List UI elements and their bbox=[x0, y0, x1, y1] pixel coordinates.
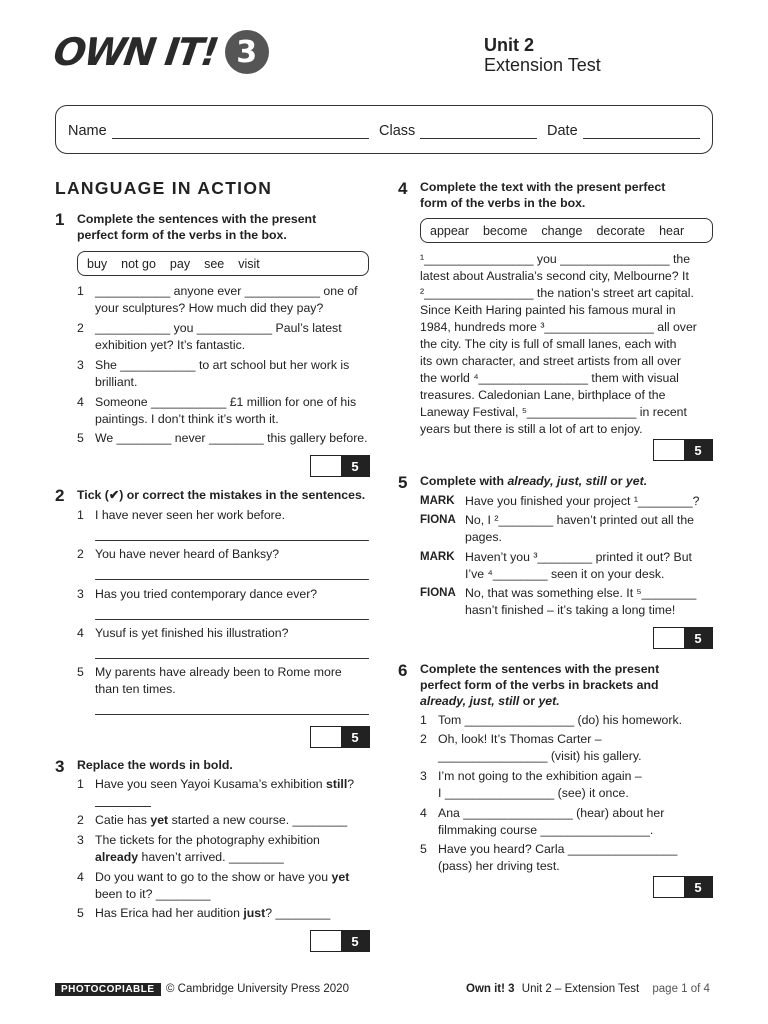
speech-text: Have you finished your project ¹________? bbox=[465, 494, 700, 508]
text-line: years but there is still a lot of art to enjoy. bbox=[420, 422, 643, 436]
item-text-part: Has Erica had her audition bbox=[95, 906, 244, 920]
text-line: ¹________________ you ________________ the bbox=[420, 252, 691, 266]
score-input[interactable] bbox=[311, 456, 341, 476]
item-text-part: Have you seen Yayoi Kusama’s exhibition bbox=[95, 777, 327, 791]
item-text bbox=[95, 394, 356, 428]
item-text-part: started a new course. ________ bbox=[168, 813, 348, 827]
q5-instruction bbox=[420, 473, 647, 489]
q4-text[interactable] bbox=[420, 251, 715, 438]
instruction-part: or bbox=[606, 474, 626, 488]
speaker-name: FIONA bbox=[420, 514, 456, 526]
q5-score-box[interactable] bbox=[653, 627, 713, 649]
item-text-part: ? ________ bbox=[265, 906, 331, 920]
speaker-name: MARK bbox=[420, 495, 455, 507]
q1-number: 1 bbox=[55, 210, 65, 229]
score-input[interactable] bbox=[654, 628, 684, 648]
q4-word-box bbox=[420, 218, 713, 243]
speaker-name: FIONA bbox=[420, 587, 456, 599]
date-line[interactable] bbox=[583, 125, 700, 139]
speech-text bbox=[465, 512, 694, 546]
item-text bbox=[95, 664, 342, 698]
q4-instruction-line: Complete the text with the present perfect bbox=[420, 180, 666, 194]
copyright: © Cambridge University Press 2020 bbox=[166, 983, 349, 995]
unit-title: Unit 2 bbox=[484, 35, 535, 55]
item-line: paintings. I don’t think it’s worth it. bbox=[95, 412, 279, 426]
name-label: Name bbox=[68, 123, 107, 139]
item-text-part: been to it? ________ bbox=[95, 887, 211, 901]
item-text-part: Catie has bbox=[95, 813, 151, 827]
q6-instruction-line bbox=[420, 693, 659, 709]
dialogue-line[interactable] bbox=[420, 549, 715, 583]
q3-number: 3 bbox=[55, 757, 65, 776]
speech-line: Haven’t you ³________ printed it out? But bbox=[465, 550, 692, 564]
item-text: Tom ________________ (do) his homework. bbox=[438, 713, 683, 727]
item-line: Ana ________________ (hear) about her bbox=[438, 806, 665, 820]
text-line: Laneway Festival, ⁵________________ in recent bbox=[420, 405, 687, 419]
q6-item[interactable] bbox=[420, 731, 715, 765]
item-text-part: ? bbox=[347, 777, 355, 791]
q1-item[interactable] bbox=[77, 320, 377, 354]
item-number: 4 bbox=[77, 870, 84, 884]
name-line[interactable] bbox=[112, 125, 369, 139]
q2-number: 2 bbox=[55, 486, 65, 505]
item-line: She ___________ to art school but her work is bbox=[95, 358, 350, 372]
q1-item[interactable] bbox=[77, 394, 377, 428]
text-line: the city. The city is full of small lanes, each with bbox=[420, 337, 677, 351]
item-number: 5 bbox=[420, 842, 427, 856]
item-line: (pass) her driving test. bbox=[438, 859, 560, 873]
q2-item bbox=[77, 507, 377, 524]
word-box-item: visit bbox=[238, 256, 260, 271]
item-number: 4 bbox=[420, 806, 427, 820]
item-text bbox=[95, 283, 358, 317]
bold-word: still bbox=[326, 777, 348, 791]
answer-line[interactable] bbox=[95, 714, 369, 715]
q2-score-box[interactable] bbox=[310, 726, 370, 748]
answer-line[interactable] bbox=[95, 806, 151, 807]
q2-item bbox=[77, 625, 377, 642]
q1-item[interactable] bbox=[77, 283, 377, 317]
item-line: Have you heard? Carla ________________ bbox=[438, 842, 678, 856]
q2-instruction: Tick (✔) or correct the mistakes in the sentences. bbox=[77, 488, 366, 502]
word-box-item: not go bbox=[121, 256, 156, 271]
q6-score-box[interactable] bbox=[653, 876, 713, 898]
item-text bbox=[438, 768, 642, 802]
q1-instruction bbox=[77, 211, 316, 243]
bold-word: just bbox=[243, 906, 266, 920]
word-box-item: hear bbox=[659, 223, 685, 238]
item-number: 3 bbox=[77, 358, 84, 372]
item-text: You have never heard of Banksy? bbox=[95, 547, 280, 561]
instruction-italic: yet. bbox=[538, 694, 560, 708]
answer-line[interactable] bbox=[95, 658, 369, 659]
q4-score-box[interactable] bbox=[653, 439, 713, 461]
item-text: We ________ never ________ this gallery before. bbox=[95, 431, 368, 445]
answer-line[interactable] bbox=[95, 619, 369, 620]
instruction-italic: already, just, still bbox=[507, 474, 607, 488]
book-title: Own it! 3 bbox=[466, 983, 515, 995]
item-line: your sculptures? How much did they pay? bbox=[95, 301, 324, 315]
text-line: treasures. Caledonian Lane, birthplace of the bbox=[420, 388, 666, 402]
speech-line: No, I ²________ haven’t printed out all the bbox=[465, 513, 695, 527]
text-line: latest about Australia’s second city, Melbourne? It bbox=[420, 269, 689, 283]
q6-instruction bbox=[420, 661, 659, 709]
q3-item[interactable] bbox=[77, 776, 377, 810]
q1-item[interactable] bbox=[77, 357, 377, 391]
item-text bbox=[95, 320, 342, 354]
item-text-part: haven’t arrived. ________ bbox=[138, 850, 284, 864]
instruction-italic: yet. bbox=[625, 474, 648, 488]
word-box-item: change bbox=[541, 223, 583, 238]
speech-text bbox=[465, 549, 692, 583]
item-number: 3 bbox=[420, 769, 427, 783]
item-number: 2 bbox=[77, 321, 84, 335]
item-text-part: Do you want to go to the show or have you bbox=[95, 870, 332, 884]
score-total: 5 bbox=[684, 628, 712, 648]
q2-item bbox=[77, 664, 377, 698]
speech-text bbox=[465, 585, 696, 619]
text-line: its own character, and street artists from all over bbox=[420, 354, 682, 368]
logo-level-badge: 3 bbox=[225, 30, 269, 74]
item-number: 4 bbox=[77, 626, 84, 640]
q6-instruction-line: perfect form of the verbs in brackets and bbox=[420, 678, 659, 692]
q4-instruction-line: form of the verbs in the box. bbox=[420, 196, 586, 210]
class-line[interactable] bbox=[420, 125, 537, 139]
item-line: ___________ anyone ever ___________ one of bbox=[95, 284, 358, 298]
item-line: ________________ (visit) his gallery. bbox=[438, 749, 642, 763]
name-field[interactable] bbox=[68, 123, 369, 139]
item-line: exhibition yet? It’s fantastic. bbox=[95, 338, 246, 352]
score-input[interactable] bbox=[654, 440, 684, 460]
date-label: Date bbox=[547, 123, 578, 139]
item-text bbox=[95, 812, 347, 829]
item-number: 5 bbox=[77, 665, 84, 679]
q1-instruction-line: Complete the sentences with the present bbox=[77, 212, 317, 226]
item-text bbox=[438, 841, 677, 875]
item-text bbox=[438, 805, 664, 839]
bold-word: yet bbox=[331, 870, 350, 884]
q3-item[interactable] bbox=[77, 869, 377, 903]
text-line: Since Keith Haring painted his famous mural in bbox=[420, 303, 676, 317]
score-total: 5 bbox=[684, 440, 712, 460]
q1-score-box[interactable] bbox=[310, 455, 370, 477]
q3-item[interactable] bbox=[77, 832, 377, 866]
score-total: 5 bbox=[341, 727, 369, 747]
word-box-item: see bbox=[204, 256, 225, 271]
speech-line: I’ve ⁴________ seen it on your desk. bbox=[465, 567, 665, 581]
q6-item[interactable] bbox=[420, 841, 715, 875]
footer-book-info bbox=[466, 983, 710, 995]
student-info-bar bbox=[55, 105, 713, 154]
item-number: 5 bbox=[77, 906, 84, 920]
q1-instruction-line: perfect form of the verbs in the box. bbox=[77, 228, 287, 242]
text-line: 1984, hundreds more ³________________ all over bbox=[420, 320, 697, 334]
instruction-italic: already, just, still bbox=[420, 694, 520, 708]
q1-word-box bbox=[77, 251, 369, 276]
item-number: 3 bbox=[77, 587, 84, 601]
answer-line[interactable] bbox=[95, 579, 369, 580]
text-line: the world ⁴________________ them with visual bbox=[420, 371, 679, 385]
item-text bbox=[95, 905, 330, 922]
q2-item bbox=[77, 586, 377, 603]
item-line: Someone ___________ £1 million for one of his bbox=[95, 395, 357, 409]
item-line: I’m not going to the exhibition again – bbox=[438, 769, 642, 783]
word-box-item: decorate bbox=[596, 223, 646, 238]
word-box-item: pay bbox=[169, 256, 191, 271]
q4-number: 4 bbox=[398, 179, 408, 198]
item-text bbox=[438, 731, 642, 765]
speaker-name: MARK bbox=[420, 551, 455, 563]
item-number: 2 bbox=[77, 547, 84, 561]
unit-heading bbox=[484, 36, 601, 76]
item-line: filmmaking course ________________. bbox=[438, 823, 654, 837]
score-total: 5 bbox=[341, 931, 369, 951]
item-text-part: The tickets for the photography exhibition bbox=[95, 833, 320, 847]
item-number: 1 bbox=[77, 508, 84, 522]
q3-score-box[interactable] bbox=[310, 930, 370, 952]
q6-item[interactable] bbox=[420, 768, 715, 802]
dialogue-line[interactable] bbox=[420, 493, 715, 510]
item-number: 2 bbox=[420, 732, 427, 746]
q2-item bbox=[77, 546, 377, 563]
dialogue-line[interactable] bbox=[420, 512, 715, 546]
q6-number: 6 bbox=[398, 661, 408, 680]
item-text bbox=[95, 832, 320, 866]
text-line: ²________________ the nation’s street art capital. bbox=[420, 286, 694, 300]
q3-item[interactable] bbox=[77, 812, 377, 829]
item-number: 5 bbox=[77, 431, 84, 445]
bold-word: already bbox=[95, 850, 139, 864]
page-number: page 1 of 4 bbox=[652, 983, 710, 995]
speech-line: hasn’t finished – it’s taking a long time! bbox=[465, 603, 676, 617]
item-line: My parents have already been to Rome more bbox=[95, 665, 342, 679]
answer-line[interactable] bbox=[95, 540, 369, 541]
photocopiable-badge: PHOTOCOPIABLE bbox=[55, 983, 161, 996]
score-input[interactable] bbox=[311, 931, 341, 951]
item-number: 1 bbox=[77, 284, 84, 298]
score-input[interactable] bbox=[654, 877, 684, 897]
score-total: 5 bbox=[341, 456, 369, 476]
q3-instruction: Replace the words in bold. bbox=[77, 758, 233, 772]
score-total: 5 bbox=[684, 877, 712, 897]
class-field[interactable] bbox=[379, 123, 537, 139]
word-box-item: become bbox=[482, 223, 528, 238]
speech-line: No, that was something else. It ⁵________ bbox=[465, 586, 697, 600]
item-line: than ten times. bbox=[95, 682, 176, 696]
item-number: 2 bbox=[77, 813, 84, 827]
word-box-item: buy bbox=[87, 256, 108, 271]
item-line: ___________ you ___________ Paul’s latest bbox=[95, 321, 342, 335]
item-line: Oh, look! It’s Thomas Carter – bbox=[438, 732, 602, 746]
q4-instruction bbox=[420, 179, 665, 211]
item-number: 4 bbox=[77, 395, 84, 409]
instruction-part: Complete with bbox=[420, 474, 508, 488]
q6-instruction-line: Complete the sentences with the present bbox=[420, 662, 660, 676]
q3-item[interactable] bbox=[77, 905, 377, 922]
item-line: brilliant. bbox=[95, 375, 138, 389]
dialogue-line[interactable] bbox=[420, 585, 715, 619]
item-text bbox=[95, 776, 354, 793]
item-number: 3 bbox=[77, 833, 84, 847]
date-field[interactable] bbox=[547, 123, 700, 139]
word-box-item: appear bbox=[430, 223, 469, 238]
item-text: I have never seen her work before. bbox=[95, 508, 286, 522]
item-number: 1 bbox=[77, 777, 84, 791]
item-number: 1 bbox=[420, 713, 427, 727]
own-it-logo bbox=[50, 30, 269, 74]
bold-word: yet bbox=[150, 813, 169, 827]
q5-number: 5 bbox=[398, 473, 408, 492]
item-text: Yusuf is yet finished his illustration? bbox=[95, 626, 289, 640]
q6-item[interactable] bbox=[420, 712, 715, 729]
instruction-part: or bbox=[519, 694, 539, 708]
unit-subtitle: Extension Test bbox=[484, 54, 601, 75]
class-label: Class bbox=[379, 123, 416, 139]
item-text bbox=[95, 869, 349, 903]
q6-item[interactable] bbox=[420, 805, 715, 839]
item-line: I ________________ (see) it once. bbox=[438, 786, 629, 800]
item-text: Has you tried contemporary dance ever? bbox=[95, 587, 318, 601]
item-text bbox=[95, 357, 349, 391]
logo-text: OWN IT! bbox=[50, 30, 220, 74]
speech-line: pages. bbox=[465, 530, 502, 544]
score-input[interactable] bbox=[311, 727, 341, 747]
section-title: LANGUAGE IN ACTION bbox=[55, 178, 273, 198]
footer-unit: Unit 2 – Extension Test bbox=[521, 983, 640, 995]
q1-item[interactable] bbox=[77, 430, 377, 447]
